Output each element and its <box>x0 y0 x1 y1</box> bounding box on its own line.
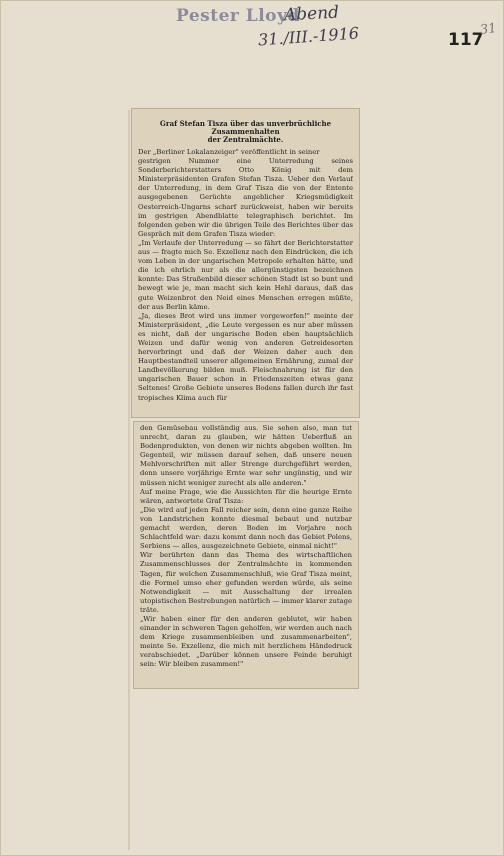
corner-mark: 31 <box>479 20 498 39</box>
page-number: 117 <box>448 30 484 50</box>
article-column-two: den Gemüsebau vollständig aus. Sie sehen also, man tut unrecht, daran zu glauben, wir hätten Ueberfluß an Bodenprodukten, von denen wir nichts abgeben wollten. Im Gegenteil, wir müssen darauf sehen, daß unsere neuen Mehlvorschriften mit aller Strenge durchgeführt werden, denn unsere vorjährige Ernte war sehr ungünstig, und wir müssen nicht weniger zurecht als alle anderen." Auf meine Frage, wie die Aussichten für die heurige Ernte wären, antwortete Graf Tisza: „Die wird auf jeden Fall reicher sein, denn eine ganze Reihe von Landstrichen konnte diesmal bebaut und nutzbar gemacht werden, deren Boden im Vorjahre noch Schlachtfeld war: dazu kommt dann noch das Gebiet Polens, Serbiens — alles, ausgezeichnete Gebiete, einmal nicht!" Wir berührten dann das Thema des wirtschaftlichen Zusammenschlusses der Zentralmächte in kommenden Tagen, für welchen Zusammenschluß, wie Graf Tisza meint, die Formel umso eher gefunden werden würde, als seine Notwendigkeit — mit Ausschaltung der irrealen utopistischen Bestrebungen natürlich — immer klarer zutage träte. „Wir haben einer für den anderen geblutet, wir haben einander in schweren Tagen geholfen, wir werden auch nach dem Kriege zusammenbleiben und zusammenarbeiten", meinte Se. Exzellenz, die mich mit herzlichem Händedruck verabschiedet. „Darüber können unsere Feinde beruhigt sein: Wir bleiben zusammen!" <box>140 424 352 669</box>
handwritten-date: 31./III.-1916 <box>257 23 360 50</box>
article-headline: Graf Stefan Tisza über das unverbrüchliche Zusammenhalten der Zentralmächte. <box>159 119 332 144</box>
handwritten-edition: Abend <box>283 2 340 26</box>
newspaper-stamp: Pester Lloyd <box>176 6 300 26</box>
article-column-one: Der „Berliner Lokalanzeiger" veröffentlicht in seiner gestrigen Nummer eine Unterredung seines Sonderberichterstatters Otto König mit dem Ministerpräsidenten Grafen Stefan Tisza. Ueber den Verlauf der Unterredung, in dem Graf Tisza die von der Entente ausgegebenen Gerüchte angeblicher Kriegsmüdigkeit Oesterreich-Ungarns scharf zurückweist, haben wir bereits im gestrigen Abendblatte telegraphisch berichtet. Im folgenden geben wir die übrigen Teile des Berichtes über das Gespräch mit dem Grafen Tisza wieder: „Im Verlaufe der Unterredung — so fährt der Berichterstatter aus — fragte mich Se. Exzellenz nach den Eindrücken, die ich vom Leben in der ungarischen Metropole erhalten hätte, und die ich ehrlich nur als die allergünstigsten bezeichnen konnte: Das Straßenbild dieser schönen Stadt ist so bunt und bewegt wie je, man macht sich kein Hehl daraus, daß das gute Weizenbrot den Neid eines Menschen erregen müßte, der aus Berlin käme. „Ja, dieses Brot wird uns immer vorgeworfen!" meinte der Ministerpräsident, „die Leute vergessen es nur aber müssen es nicht, daß der ungarische Boden eben hauptsächlich Weizen und dafür wenig von anderen Getreidesorten hervorbringt und daß der Weizen daher auch den Hauptbestandteil unserer allgemeinen Ernährung, zumal der Landbevölkerung bilden muß. Fleischnahrung ist für den ungarischen Bauer schon in Friedenszeiten etwas ganz Seltenes! Große Gebiete unseres Bodens fallen durch ihr fast tropisches Klima auch für <box>138 148 353 402</box>
clipping-part-one <box>131 108 360 418</box>
clipping-part-two <box>133 421 359 689</box>
paper-fold-line <box>128 110 130 850</box>
